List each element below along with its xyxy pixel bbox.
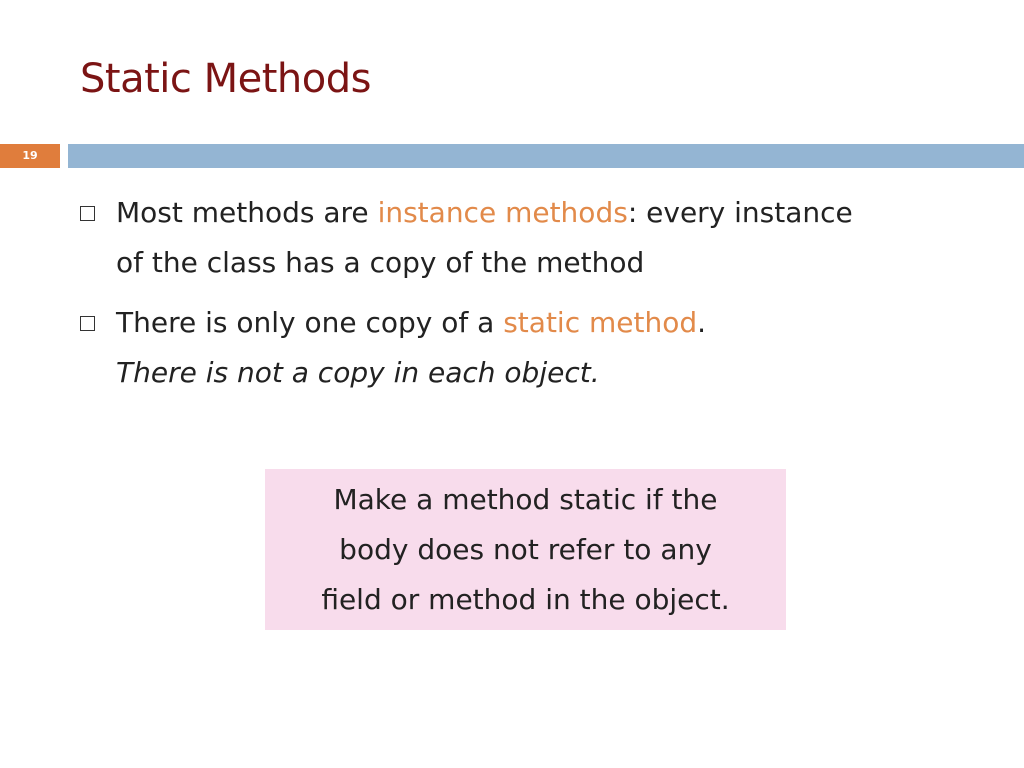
header-bar — [68, 144, 1024, 168]
callout-box — [265, 469, 786, 630]
slide-number: 19 — [0, 144, 60, 168]
callout-line: Make a method static if the — [333, 483, 718, 516]
bullet-line: There is only one copy of a static method. — [116, 306, 707, 339]
bullet-line: of the class has a copy of the method — [116, 246, 645, 279]
bullet-item — [78, 298, 978, 398]
highlight-term: static method — [503, 306, 698, 339]
slide-title: Static Methods — [80, 56, 371, 102]
bullet-line-italic: There is not a copy in each object. — [116, 356, 600, 389]
callout-line: field or method in the object. — [321, 583, 730, 616]
callout-line: body does not refer to any — [339, 533, 712, 566]
highlight-term: instance methods — [377, 196, 628, 229]
bullet-list — [78, 188, 978, 408]
bullet-line: Most methods are instance methods: every instance — [116, 196, 853, 229]
checkbox-bullet-icon — [80, 206, 95, 221]
bullet-item — [78, 188, 978, 288]
checkbox-bullet-icon — [80, 316, 95, 331]
